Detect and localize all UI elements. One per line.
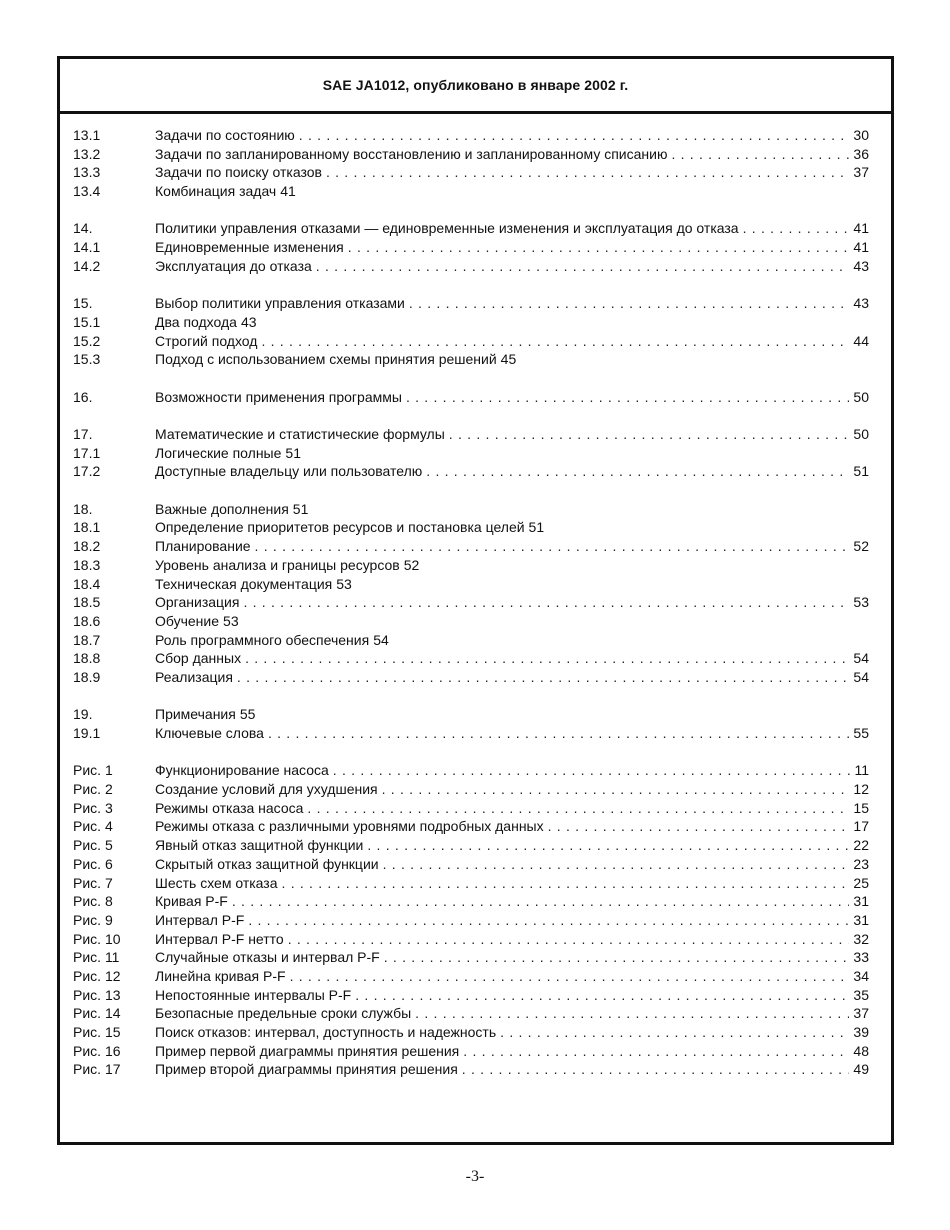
- toc-entry[interactable]: [73, 780, 869, 799]
- toc-entry[interactable]: [73, 761, 869, 780]
- toc-entry-title: Планирование: [155, 538, 251, 555]
- dot-leader: [288, 930, 850, 949]
- dot-leader: [382, 780, 850, 799]
- toc-entry-title: Политики управления отказами — единовременные изменения и эксплуатация до отказа: [155, 220, 739, 237]
- toc-entry[interactable]: [73, 593, 869, 612]
- dot-leader: [290, 967, 850, 986]
- toc-entry-title: Определение приоритетов ресурсов и постановка целей: [155, 519, 525, 536]
- toc-entry-title: Задачи по состоянию: [155, 127, 295, 143]
- toc-entry-title: Задачи по поиску отказов: [155, 164, 322, 181]
- page-header: [60, 59, 891, 114]
- toc-entry-number: 13.4: [73, 183, 101, 200]
- toc-entry[interactable]: [73, 855, 869, 874]
- toc-entry-number: 18.3: [73, 556, 101, 573]
- toc-entry-title: Выбор политики управления отказами: [155, 295, 405, 312]
- toc-entry-number: 14.: [73, 220, 93, 237]
- toc-entry-title: Единовременные изменения: [155, 239, 344, 256]
- toc-entry-page: 53: [223, 612, 239, 629]
- toc-entry-title: Комбинация задач: [155, 183, 277, 200]
- toc-entry-title: Техническая документация: [155, 575, 333, 592]
- toc-entry-page: 23: [853, 855, 869, 872]
- toc-entry[interactable]: [73, 874, 869, 893]
- toc-entry-number: Рис. 9: [73, 911, 113, 928]
- toc-entry-page: 15: [853, 799, 869, 816]
- dot-leader: [245, 649, 849, 668]
- dot-leader: [671, 145, 849, 164]
- toc-entry-number: 15.1: [73, 313, 101, 330]
- dot-leader: [449, 425, 850, 444]
- toc-entry-title: Режимы отказа насоса: [155, 799, 304, 816]
- toc-entry-title: Возможности применения программы: [155, 388, 402, 405]
- toc-entry-title: Сбор данных: [155, 650, 242, 667]
- dot-leader: [333, 761, 851, 780]
- toc-entry-number: Рис. 7: [73, 874, 113, 891]
- toc-entry-page: 51: [528, 519, 545, 536]
- toc-entry-page: 33: [853, 949, 869, 966]
- toc-entry-page: 41: [280, 183, 296, 200]
- toc-entry-title: Интервал P-F нетто: [155, 930, 284, 947]
- toc-entry-title: Случайные отказы и интервал P-F: [155, 949, 380, 966]
- toc-entry-page: 50: [853, 388, 869, 405]
- toc-entry-number: Рис. 15: [73, 1024, 121, 1040]
- toc-entry[interactable]: [73, 1042, 869, 1061]
- toc-entry-number: Рис. 8: [73, 893, 113, 910]
- toc-entry-number: 18.: [73, 500, 93, 517]
- dot-leader: [500, 1023, 849, 1042]
- toc-entry[interactable]: [73, 668, 869, 687]
- toc-entry-page: 22: [853, 837, 869, 854]
- toc-entry[interactable]: [73, 986, 869, 1005]
- dot-leader: [406, 388, 849, 407]
- toc-entry-number: Рис. 13: [73, 986, 121, 1003]
- toc-entry-page: 52: [403, 556, 420, 573]
- toc-entry[interactable]: [73, 425, 869, 444]
- toc-entry-title: Режимы отказа с различными уровнями подробных данных: [155, 818, 544, 835]
- toc-entry[interactable]: [73, 238, 869, 257]
- table-of-contents: [73, 126, 869, 1079]
- toc-entry-page: 51: [853, 463, 869, 480]
- toc-entry[interactable]: [73, 1004, 869, 1023]
- toc-entry-number: 19.1: [73, 725, 101, 741]
- toc-entry[interactable]: [73, 518, 869, 537]
- toc-entry-page: 54: [853, 650, 869, 667]
- toc-entry-title: Логические полные: [155, 444, 282, 461]
- toc-entry-number: Рис. 1: [73, 762, 113, 779]
- toc-entry[interactable]: [73, 612, 869, 631]
- toc-entry-page: 35: [853, 986, 869, 1003]
- toc-entry[interactable]: [73, 911, 869, 930]
- dot-leader: [307, 799, 849, 818]
- toc-entry-page: 51: [285, 444, 301, 461]
- toc-entry-number: 18.1: [73, 519, 101, 536]
- toc-entry[interactable]: [73, 313, 869, 332]
- toc-entry[interactable]: [73, 388, 869, 407]
- dot-leader: [415, 1004, 849, 1023]
- toc-entry-title: Пример второй диаграммы принятия решения: [155, 1061, 458, 1078]
- toc-spacer: [73, 276, 869, 295]
- toc-entry-page: 31: [853, 911, 869, 928]
- toc-entry-page: 41: [853, 239, 869, 256]
- toc-entry-title: Роль программного обеспечения: [155, 631, 370, 648]
- toc-entry-number: 18.5: [73, 594, 101, 611]
- toc-entry-title: Уровень анализа и границы ресурсов: [155, 556, 400, 573]
- header-title: SAE JA1012, опубликовано в январе 2002 г.: [322, 77, 629, 93]
- toc-entry-title: Реализация: [155, 668, 233, 685]
- toc-entry-title: Примечания: [155, 706, 236, 723]
- toc-entry-number: 18.4: [73, 575, 101, 592]
- toc-entry[interactable]: [73, 1060, 869, 1079]
- toc-spacer: [73, 743, 869, 762]
- toc-entry-title: Интервал P-F: [155, 911, 245, 928]
- toc-entry-page: 44: [853, 332, 869, 349]
- toc-entry-page: 51: [292, 500, 309, 517]
- toc-entry-page: 37: [853, 164, 869, 181]
- dot-leader: [268, 724, 849, 743]
- toc-entry-number: Рис. 17: [73, 1061, 121, 1078]
- toc-entry[interactable]: [73, 126, 869, 145]
- dot-leader: [232, 892, 850, 911]
- toc-entry[interactable]: [73, 724, 869, 743]
- toc-entry-page: 34: [853, 967, 869, 984]
- toc-entry-number: 18.8: [73, 650, 101, 667]
- toc-entry-number: 18.9: [73, 668, 101, 685]
- toc-entry-page: 49: [853, 1061, 869, 1078]
- toc-entry-title: Явный отказ защитной функции: [155, 837, 364, 854]
- toc-entry-title: Организация: [155, 594, 240, 611]
- toc-entry-number: Рис. 5: [73, 837, 113, 854]
- dot-leader: [426, 462, 849, 481]
- toc-entry-title: Эксплуатация до отказа: [155, 257, 312, 274]
- toc-entry-title: Обучение: [155, 612, 220, 629]
- toc-entry-number: 15.: [73, 295, 93, 312]
- toc-entry-page: 41: [853, 220, 869, 237]
- toc-entry[interactable]: [73, 967, 869, 986]
- toc-entry-title: Непостоянные интервалы P-F: [155, 986, 352, 1003]
- toc-entry[interactable]: [73, 1023, 869, 1042]
- toc-entry[interactable]: [73, 444, 869, 463]
- toc-entry-page: 30: [853, 127, 869, 143]
- toc-entry-title: Поиск отказов: интервал, доступность и надежность: [155, 1024, 497, 1040]
- toc-entry-page: 17: [853, 818, 869, 835]
- document-frame: [57, 56, 894, 1145]
- toc-entry[interactable]: [73, 575, 869, 594]
- toc-entry-number: 17.2: [73, 463, 101, 480]
- toc-entry[interactable]: [73, 556, 869, 575]
- toc-entry-title: Шесть схем отказа: [155, 874, 278, 891]
- toc-entry-number: Рис. 4: [73, 818, 113, 835]
- toc-entry-number: 15.3: [73, 351, 101, 368]
- toc-entry-page: 11: [854, 762, 869, 779]
- toc-entry-page: 43: [240, 313, 257, 330]
- toc-entry-title: Пример первой диаграммы принятия решения: [155, 1042, 460, 1059]
- toc-entry[interactable]: [73, 799, 869, 818]
- dot-leader: [462, 1060, 850, 1079]
- toc-entry-page: 53: [336, 575, 352, 592]
- toc-spacer: [73, 481, 869, 500]
- toc-entry-number: 13.3: [73, 164, 101, 181]
- toc-entry[interactable]: [73, 705, 869, 724]
- toc-entry-page: 52: [853, 538, 869, 555]
- toc-entry-page: 36: [853, 145, 869, 162]
- toc-entry-page: 54: [373, 631, 389, 648]
- toc-entry[interactable]: [73, 219, 869, 238]
- toc-entry[interactable]: [73, 294, 869, 313]
- toc-entry-number: Рис. 3: [73, 799, 113, 816]
- dot-leader: [248, 911, 849, 930]
- toc-entry-title: Важные дополнения: [155, 500, 289, 517]
- dot-leader: [383, 855, 850, 874]
- dot-leader: [367, 836, 849, 855]
- toc-entry[interactable]: [73, 836, 869, 855]
- toc-entry[interactable]: [73, 892, 869, 911]
- toc-entry-number: 14.2: [73, 257, 101, 274]
- toc-entry-page: 31: [853, 893, 869, 910]
- toc-entry-title: Доступные владельцу или пользователю: [155, 463, 423, 480]
- toc-entry-page: 55: [239, 706, 256, 723]
- toc-entry-title: Кривая P-F: [155, 893, 228, 910]
- toc-entry-page: 48: [853, 1042, 869, 1059]
- dot-leader: [548, 817, 850, 836]
- toc-entry[interactable]: [73, 817, 869, 836]
- toc-entry-number: 15.2: [73, 332, 101, 349]
- toc-entry-number: 13.1: [73, 127, 101, 143]
- toc-entry-page: 32: [853, 930, 869, 947]
- toc-entry[interactable]: [73, 332, 869, 351]
- dot-leader: [243, 593, 849, 612]
- toc-entry[interactable]: [73, 350, 869, 369]
- toc-entry[interactable]: [73, 145, 869, 164]
- toc-spacer: [73, 687, 869, 706]
- toc-entry[interactable]: [73, 631, 869, 650]
- toc-entry-page: 50: [853, 426, 869, 442]
- toc-spacer: [73, 406, 869, 425]
- toc-entry-number: 14.1: [73, 239, 101, 256]
- toc-entry[interactable]: [73, 182, 869, 201]
- dot-leader: [355, 986, 849, 1005]
- toc-entry-title: Два подхода: [155, 313, 237, 330]
- dot-leader: [237, 668, 850, 687]
- toc-entry[interactable]: [73, 649, 869, 668]
- toc-entry[interactable]: [73, 257, 869, 276]
- toc-entry-page: 55: [853, 725, 869, 741]
- toc-spacer: [73, 369, 869, 388]
- toc-entry-number: 13.2: [73, 145, 101, 162]
- toc-entry-number: Рис. 12: [73, 967, 121, 984]
- toc-entry-title: Линейна кривая P-F: [155, 967, 286, 984]
- toc-entry-number: Рис. 14: [73, 1005, 121, 1022]
- toc-entry-title: Ключевые слова: [155, 725, 264, 741]
- toc-entry-page: 39: [853, 1024, 869, 1040]
- dot-leader: [255, 537, 850, 556]
- toc-entry-number: 17.1: [73, 444, 101, 461]
- toc-entry-number: Рис. 11: [73, 949, 120, 966]
- toc-spacer: [73, 201, 869, 220]
- toc-entry-title: Безопасные предельные сроки службы: [155, 1005, 412, 1022]
- toc-entry-title: Задачи по запланированному восстановлению и запланированному списанию: [155, 145, 668, 162]
- toc-entry-number: 18.7: [73, 631, 101, 648]
- toc-entry[interactable]: [73, 500, 869, 519]
- toc-entry-number: Рис. 10: [73, 930, 121, 947]
- toc-entry-number: 18.6: [73, 612, 101, 629]
- toc-entry-page: 54: [853, 668, 869, 685]
- dot-leader: [326, 163, 849, 182]
- toc-entry-title: Подход с использованием схемы принятия решений: [155, 351, 497, 368]
- dot-leader: [299, 126, 850, 145]
- toc-entry-title: Строгий подход: [155, 332, 258, 349]
- dot-leader: [409, 294, 850, 313]
- toc-entry-page: 43: [853, 295, 869, 312]
- toc-entry-page: 12: [853, 781, 869, 798]
- toc-entry-number: 16.: [73, 388, 93, 405]
- toc-entry-number: 19.: [73, 706, 93, 723]
- dot-leader: [261, 332, 849, 351]
- toc-entry-page: 53: [853, 594, 869, 611]
- dot-leader: [463, 1042, 849, 1061]
- toc-entry-title: Скрытый отказ защитной функции: [155, 855, 379, 872]
- toc-entry[interactable]: [73, 537, 869, 556]
- page-number: -3-: [465, 1168, 485, 1185]
- toc-entry[interactable]: [73, 930, 869, 949]
- dot-leader: [384, 948, 850, 967]
- toc-entry-number: Рис. 2: [73, 781, 113, 798]
- dot-leader: [316, 257, 850, 276]
- toc-entry-number: 18.2: [73, 538, 101, 555]
- toc-entry-page: 43: [853, 257, 869, 274]
- dot-leader: [348, 238, 850, 257]
- dot-leader: [282, 874, 850, 893]
- toc-entry[interactable]: [73, 163, 869, 182]
- toc-entry-page: 25: [853, 874, 869, 891]
- toc-entry-title: Функционирование насоса: [155, 762, 329, 779]
- toc-entry-number: Рис. 6: [73, 855, 113, 872]
- dot-leader: [743, 219, 850, 238]
- toc-entry-title: Математические и статистические формулы: [155, 426, 445, 442]
- toc-entry[interactable]: [73, 948, 869, 967]
- toc-entry-number: Рис. 16: [73, 1042, 121, 1059]
- toc-entry[interactable]: [73, 462, 869, 481]
- toc-entry-number: 17.: [73, 426, 93, 442]
- toc-entry-page: 37: [853, 1005, 869, 1022]
- toc-entry-page: 45: [500, 351, 517, 368]
- toc-entry-title: Создание условий для ухудшения: [155, 781, 378, 798]
